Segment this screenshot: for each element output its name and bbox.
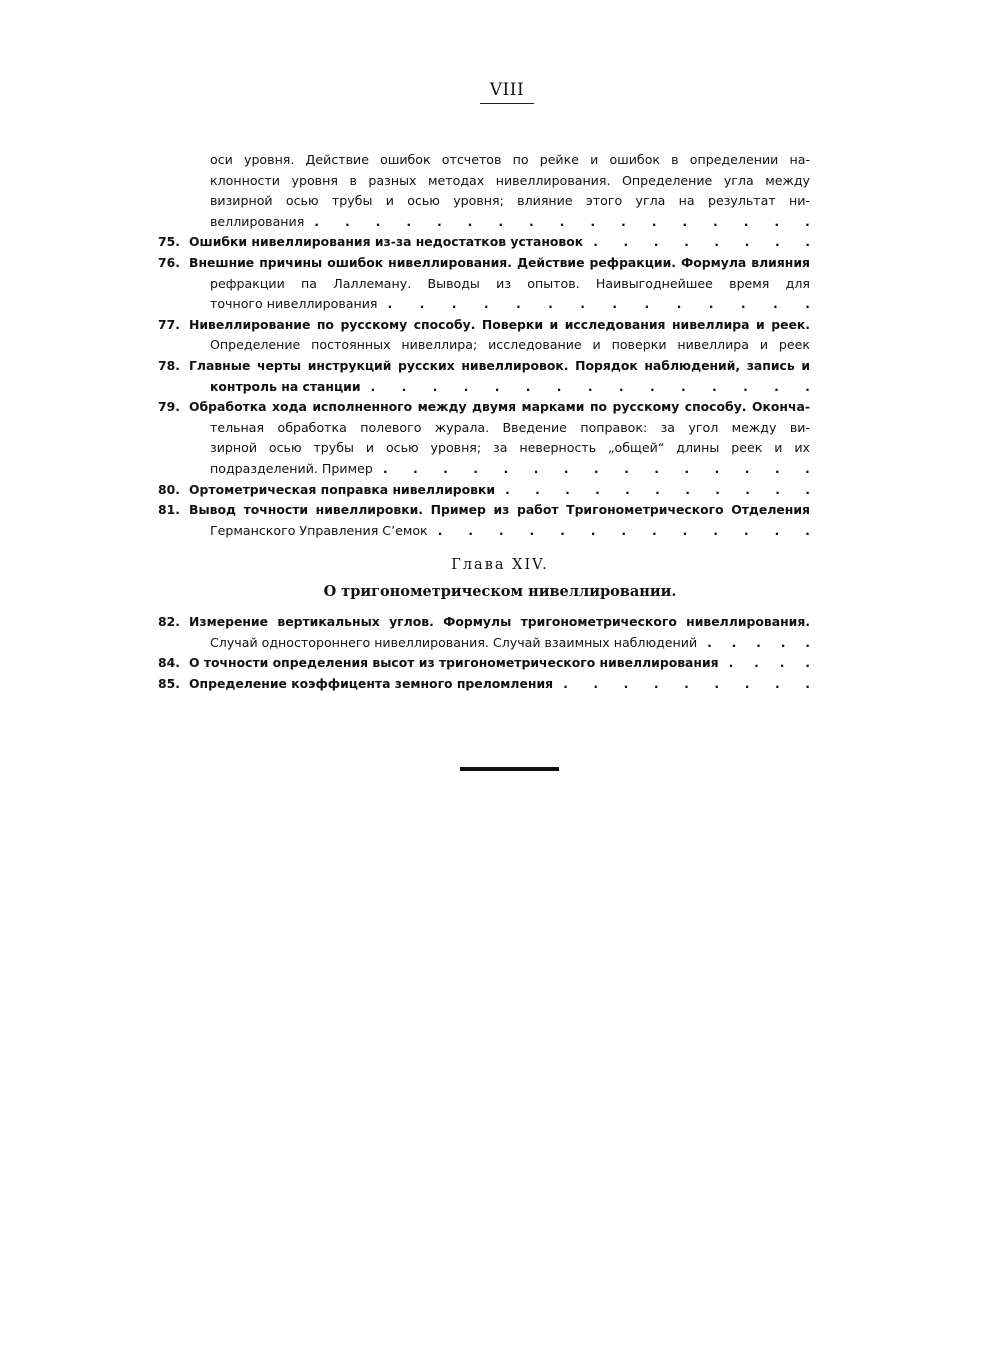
entry-text: Измерение вертикальных углов. Формулы тригонометрического нивеллирования. <box>189 614 810 629</box>
entry-text-with-leader <box>210 633 810 654</box>
dot-leader: . . . . <box>728 655 810 671</box>
entry-text: Нивеллирование по русскому способу. Поверки и исследования нивеллира и реек. <box>189 316 810 332</box>
entry-text: оси уровня. Действие ошибок отсчетов по рейке и ошибок в определении на- <box>210 152 810 167</box>
chapter-heading: Глава XIV. <box>451 557 549 573</box>
entry-text-with-leader <box>210 294 810 315</box>
toc-line <box>158 521 810 542</box>
entry-text: О точности определения высот из тригонометрического нивеллирования <box>189 655 719 671</box>
entry-text: визирной осью трубы и осью уровня; влияние этого угла на результат ни- <box>210 193 810 209</box>
toc-line <box>158 171 810 192</box>
entry-text: Вывод точности нивеллировки. Пример из работ Тригонометрического Отделения <box>189 502 810 518</box>
entry-text: точного нивеллирования <box>210 296 378 312</box>
entry-text: веллирования <box>210 213 305 229</box>
toc-line <box>158 274 810 295</box>
chapter-title: О тригонометрическом нивеллировании. <box>323 583 677 600</box>
toc-line <box>158 294 810 315</box>
dot-leader: . . . . . . . . . <box>563 675 810 691</box>
toc-line <box>158 253 810 274</box>
toc-line <box>158 232 810 253</box>
entry-text: подразделений. Пример <box>210 460 373 476</box>
entry-number: 78. <box>158 357 180 373</box>
toc-line <box>158 500 810 521</box>
toc-line <box>158 150 810 171</box>
entry-text: Ошибки нивеллирования из-за недостатков установок <box>189 234 584 250</box>
entry-text: Германского Управления С’емок <box>210 522 428 538</box>
entry-text-with-leader <box>210 459 810 480</box>
entry-text-with-leader <box>189 674 810 695</box>
toc-line <box>158 480 810 501</box>
dot-leader: . . . . . . . . . . . . . . . <box>382 460 810 476</box>
entry-text: Главные черты инструкций русских нивеллировок. Порядок наблюдений, запись и <box>189 357 810 373</box>
dot-leader: . . . . . . . . . . . . . <box>437 522 810 538</box>
entry-text: Определение коэффицента земного преломления <box>189 675 554 691</box>
toc-line <box>158 335 810 356</box>
entry-number: 82. <box>158 614 180 629</box>
toc-line <box>158 674 810 695</box>
entry-text-with-leader <box>210 521 810 542</box>
entry-text: Внешние причины ошибок нивеллирования. Действие рефракции. Формула влияния <box>189 254 810 270</box>
dot-leader: . . . . . . . . . . . . . . <box>387 296 810 312</box>
entry-text-with-leader <box>210 212 810 233</box>
entry-text: тельная обработка полевого журала. Введение поправок: за угол между ви- <box>210 419 810 435</box>
end-rule <box>460 767 559 771</box>
entry-text: Случай одностороннего нивеллирования. Случай взаимных наблюдений <box>210 634 698 650</box>
table-of-contents <box>158 150 810 541</box>
entry-text-with-leader <box>189 232 810 253</box>
toc-line <box>158 653 810 674</box>
entry-number: 75. <box>158 234 180 250</box>
entry-text: клонности уровня в разных методах нивеллирования. Определение угла между <box>210 172 810 188</box>
entry-text: рефракции па Лаллеману. Выводы из опытов. Наивыгоднейшее время для <box>210 275 810 291</box>
entry-text: Обработка хода исполненного между двумя марками по русскому способу. Оконча- <box>189 399 810 415</box>
entry-text: Определение постоянных нивеллира; исследование и поверки нивеллира и реек <box>210 337 810 353</box>
page-number: VIII <box>480 80 534 104</box>
entry-text-with-leader <box>189 653 810 674</box>
entry-number: 84. <box>158 655 180 671</box>
dot-leader: . . . . . . . . <box>593 234 810 250</box>
entry-number: 80. <box>158 481 180 497</box>
entry-number: 76. <box>158 254 180 270</box>
entry-number: 81. <box>158 502 180 518</box>
toc-line <box>158 377 810 398</box>
dot-leader: . . . . . . . . . . . . . . . . . <box>314 213 810 229</box>
entry-number: 85. <box>158 675 180 691</box>
toc-line <box>158 612 810 633</box>
toc-line <box>158 397 810 418</box>
dot-leader: . . . . . . . . . . . . . . . <box>370 378 810 394</box>
toc-line <box>158 459 810 480</box>
toc-line <box>158 212 810 233</box>
entry-number: 79. <box>158 399 180 415</box>
entry-text: зирной осью трубы и осью уровня; за неверность „общей“ длины реек и их <box>210 440 810 456</box>
toc-line <box>158 191 810 212</box>
entry-text: контроль на станции <box>210 378 361 394</box>
entry-text-with-leader <box>189 480 810 501</box>
toc-line <box>158 633 810 654</box>
toc-line <box>158 356 810 377</box>
dot-leader: . . . . . . . . . . . <box>505 481 810 497</box>
toc-line <box>158 315 810 336</box>
entry-number: 77. <box>158 316 180 332</box>
toc-line <box>158 418 810 439</box>
toc-line <box>158 438 810 459</box>
dot-leader: . . . . . <box>707 634 810 650</box>
entry-text-with-leader <box>210 377 810 398</box>
table-of-contents-chapter-14 <box>158 612 810 694</box>
entry-text: Ортометрическая поправка нивеллировки <box>189 481 496 497</box>
